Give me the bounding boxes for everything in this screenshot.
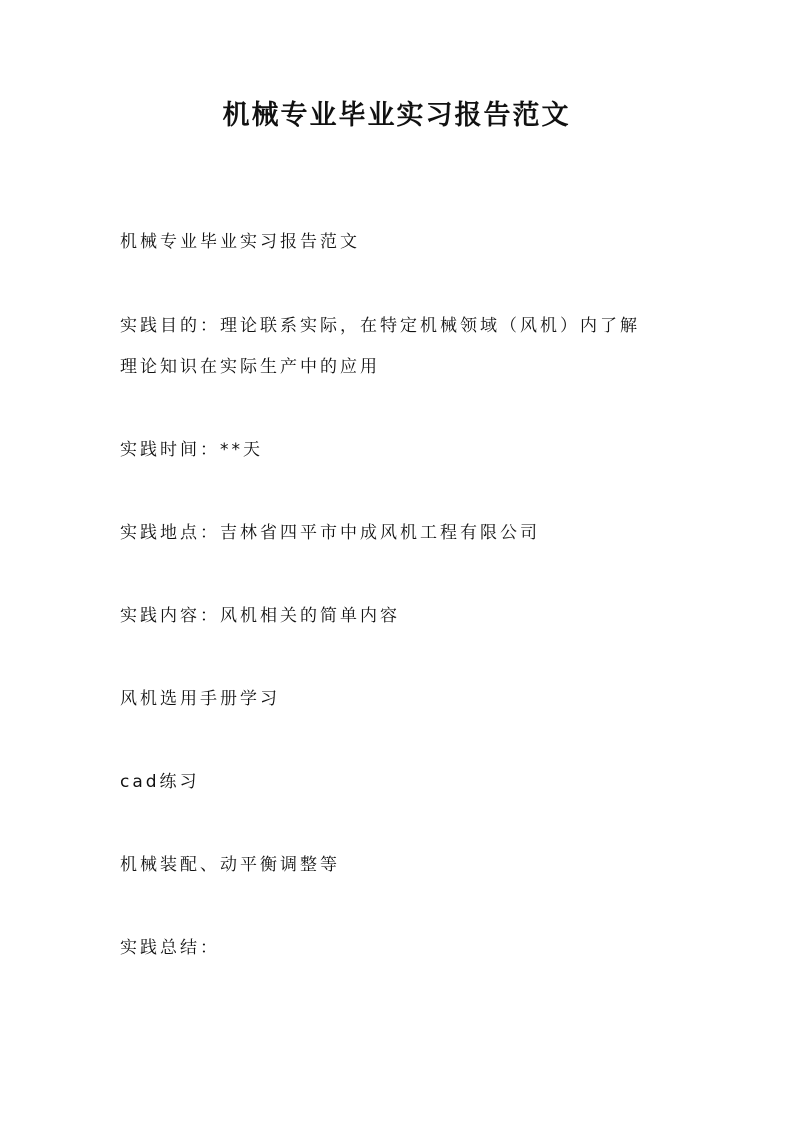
paragraph-manual-study: 风机选用手册学习 (120, 689, 280, 709)
paragraph-location: 实践地点：吉林省四平市中成风机工程有限公司 (120, 523, 540, 543)
paragraph-purpose-continued: 理论知识在实际生产中的应用 (120, 357, 380, 377)
paragraph-summary: 实践总结： (120, 938, 220, 958)
paragraph-time: 实践时间：**天 (120, 440, 263, 460)
paragraph-content: 实践内容：风机相关的简单内容 (120, 606, 400, 626)
paragraph-purpose: 实践目的：理论联系实际，在特定机械领域（风机）内了解 (120, 316, 640, 336)
paragraph-assembly: 机械装配、动平衡调整等 (120, 855, 340, 875)
paragraph-subtitle: 机械专业毕业实习报告范文 (120, 232, 360, 252)
document-title: 机械专业毕业实习报告范文 (222, 100, 571, 131)
paragraph-cad-practice: cad练习 (120, 772, 200, 792)
